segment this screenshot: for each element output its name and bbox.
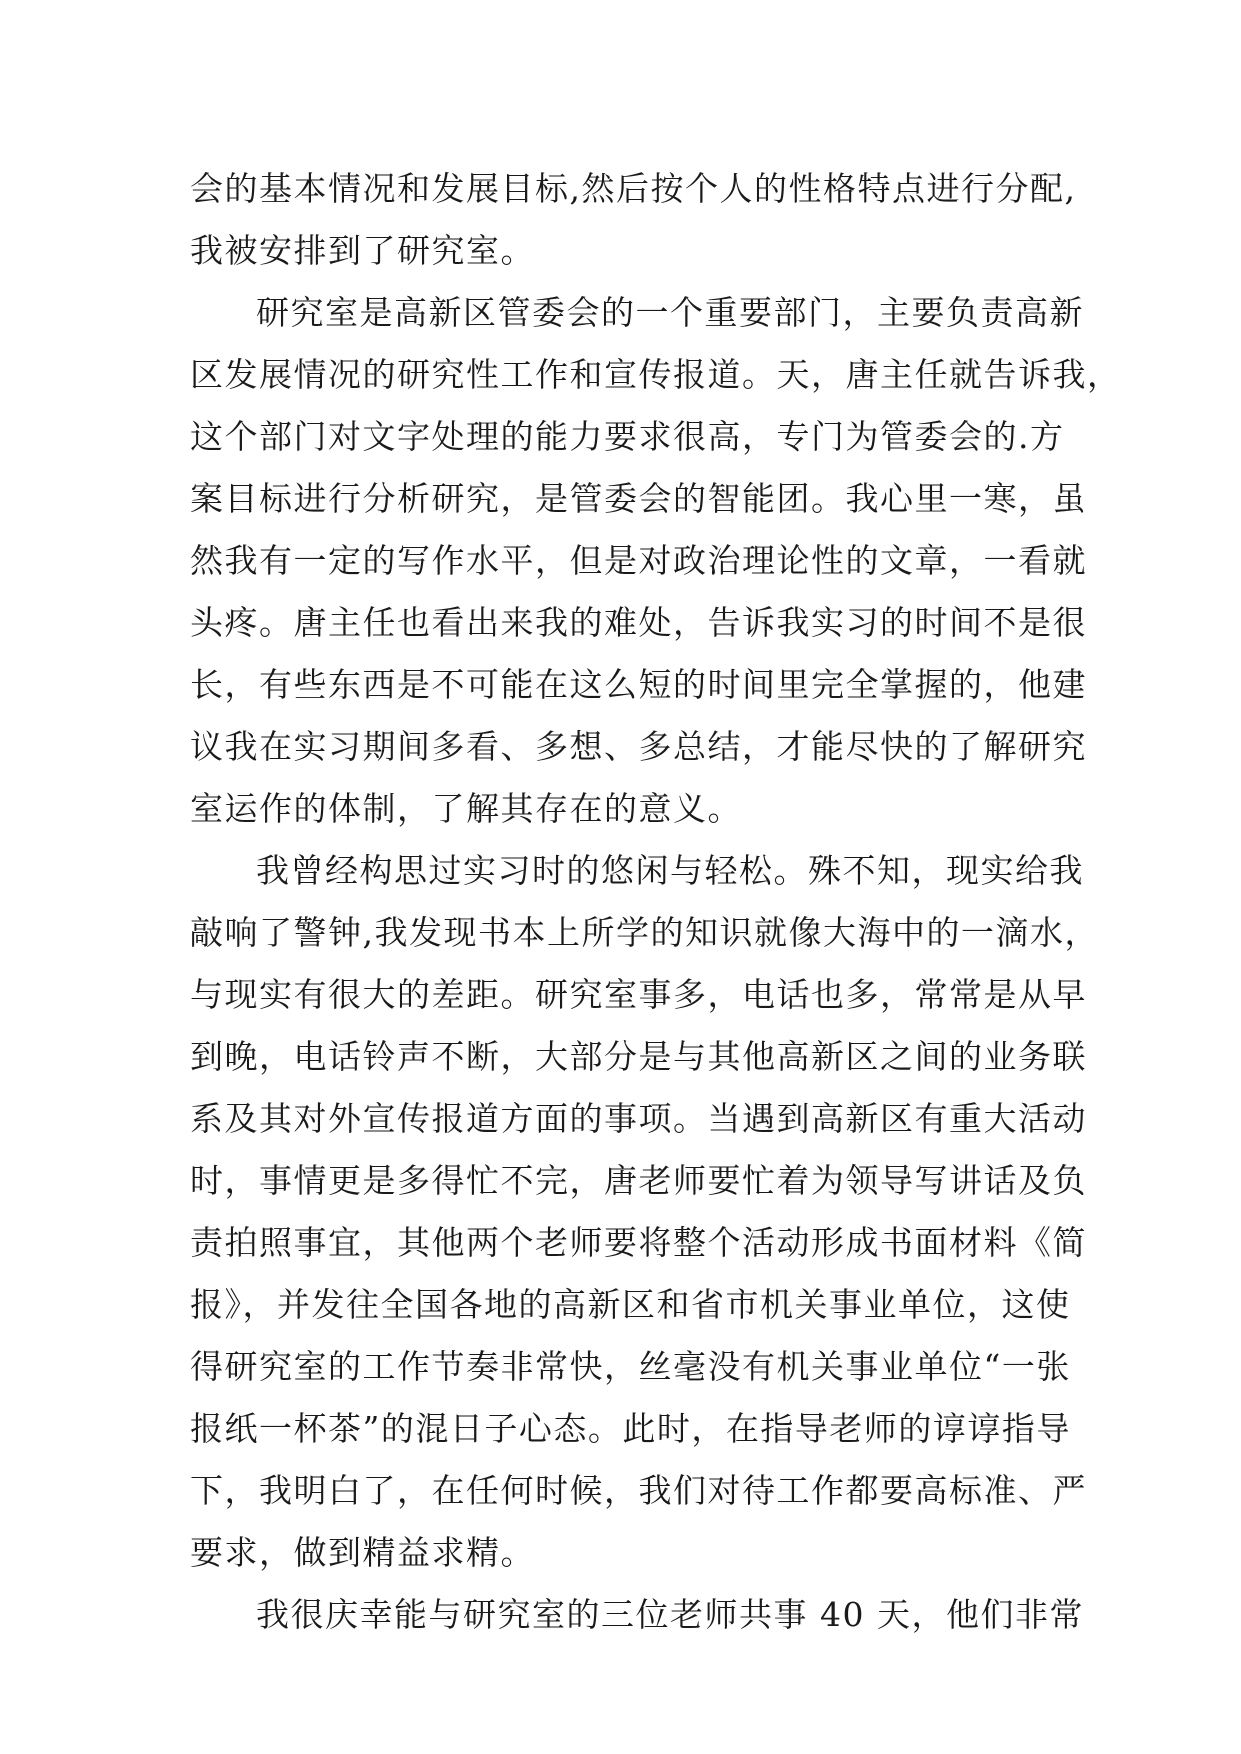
text-line: 这个部门对文字处理的能力要求很高，专门为管委会的.方 — [190, 417, 1065, 456]
text-line: 敲响了警钟,我发现书本上所学的知识就像大海中的一滴水， — [190, 913, 1099, 952]
text-line: 到晚，电话铃声不断，大部分是与其他高新区之间的业务联 — [190, 1037, 1087, 1076]
paragraph — [190, 840, 1099, 1584]
text-line: 长，有些东西是不可能在这么短的时间里完全掌握的，他建 — [190, 665, 1087, 704]
text-line: 会的基本情况和发展目标,然后按个人的性格特点进行分配, — [190, 169, 1077, 208]
paragraph — [190, 158, 1090, 282]
text-line: 得研究室的工作节奏非常快，丝毫没有机关事业单位“一张 — [190, 1347, 1071, 1386]
text-line: 我很庆幸能与研究室的三位老师共事 40 天，他们非常 — [256, 1595, 1084, 1634]
paragraph — [190, 282, 1122, 840]
text-line: 时，事情更是多得忙不完，唐老师要忙着为领导写讲话及负 — [190, 1161, 1087, 1200]
text-line: 我曾经构思过实习时的悠闲与轻松。殊不知，现实给我 — [256, 851, 1084, 890]
text-line: 区发展情况的研究性工作和宣传报道。天，唐主任就告诉我， — [190, 355, 1122, 394]
text-line: 案目标进行分析研究，是管委会的智能团。我心里一寒，虽 — [190, 479, 1087, 518]
text-line: 我被安排到了研究室。 — [190, 231, 535, 270]
text-line: 头疼。唐主任也看出来我的难处，告诉我实习的时间不是很 — [190, 603, 1087, 642]
text-line: 报纸一杯茶”的混日子心态。此时，在指导老师的谆谆指导 — [190, 1409, 1071, 1448]
text-line: 要求，做到精益求精。 — [190, 1533, 535, 1572]
document-body — [190, 158, 1122, 1646]
text-line: 系及其对外宣传报道方面的事项。当遇到高新区有重大活动 — [190, 1099, 1087, 1138]
text-line: 室运作的体制，了解其存在的意义。 — [190, 789, 742, 828]
text-line: 研究室是高新区管委会的一个重要部门，主要负责高新 — [256, 293, 1084, 332]
text-line: 议我在实习期间多看、多想、多总结，才能尽快的了解研究 — [190, 727, 1087, 766]
text-line: 然我有一定的写作水平，但是对政治理论性的文章，一看就 — [190, 541, 1087, 580]
text-line: 报》，并发往全国各地的高新区和省市机关事业单位，这使 — [190, 1285, 1071, 1324]
text-line: 责拍照事宜，其他两个老师要将整个活动形成书面材料《简 — [190, 1223, 1087, 1262]
paragraph — [190, 1584, 1090, 1646]
text-line: 下，我明白了，在任何时候，我们对待工作都要高标准、严 — [190, 1471, 1087, 1510]
text-line: 与现实有很大的差距。研究室事多，电话也多，常常是从早 — [190, 975, 1087, 1014]
